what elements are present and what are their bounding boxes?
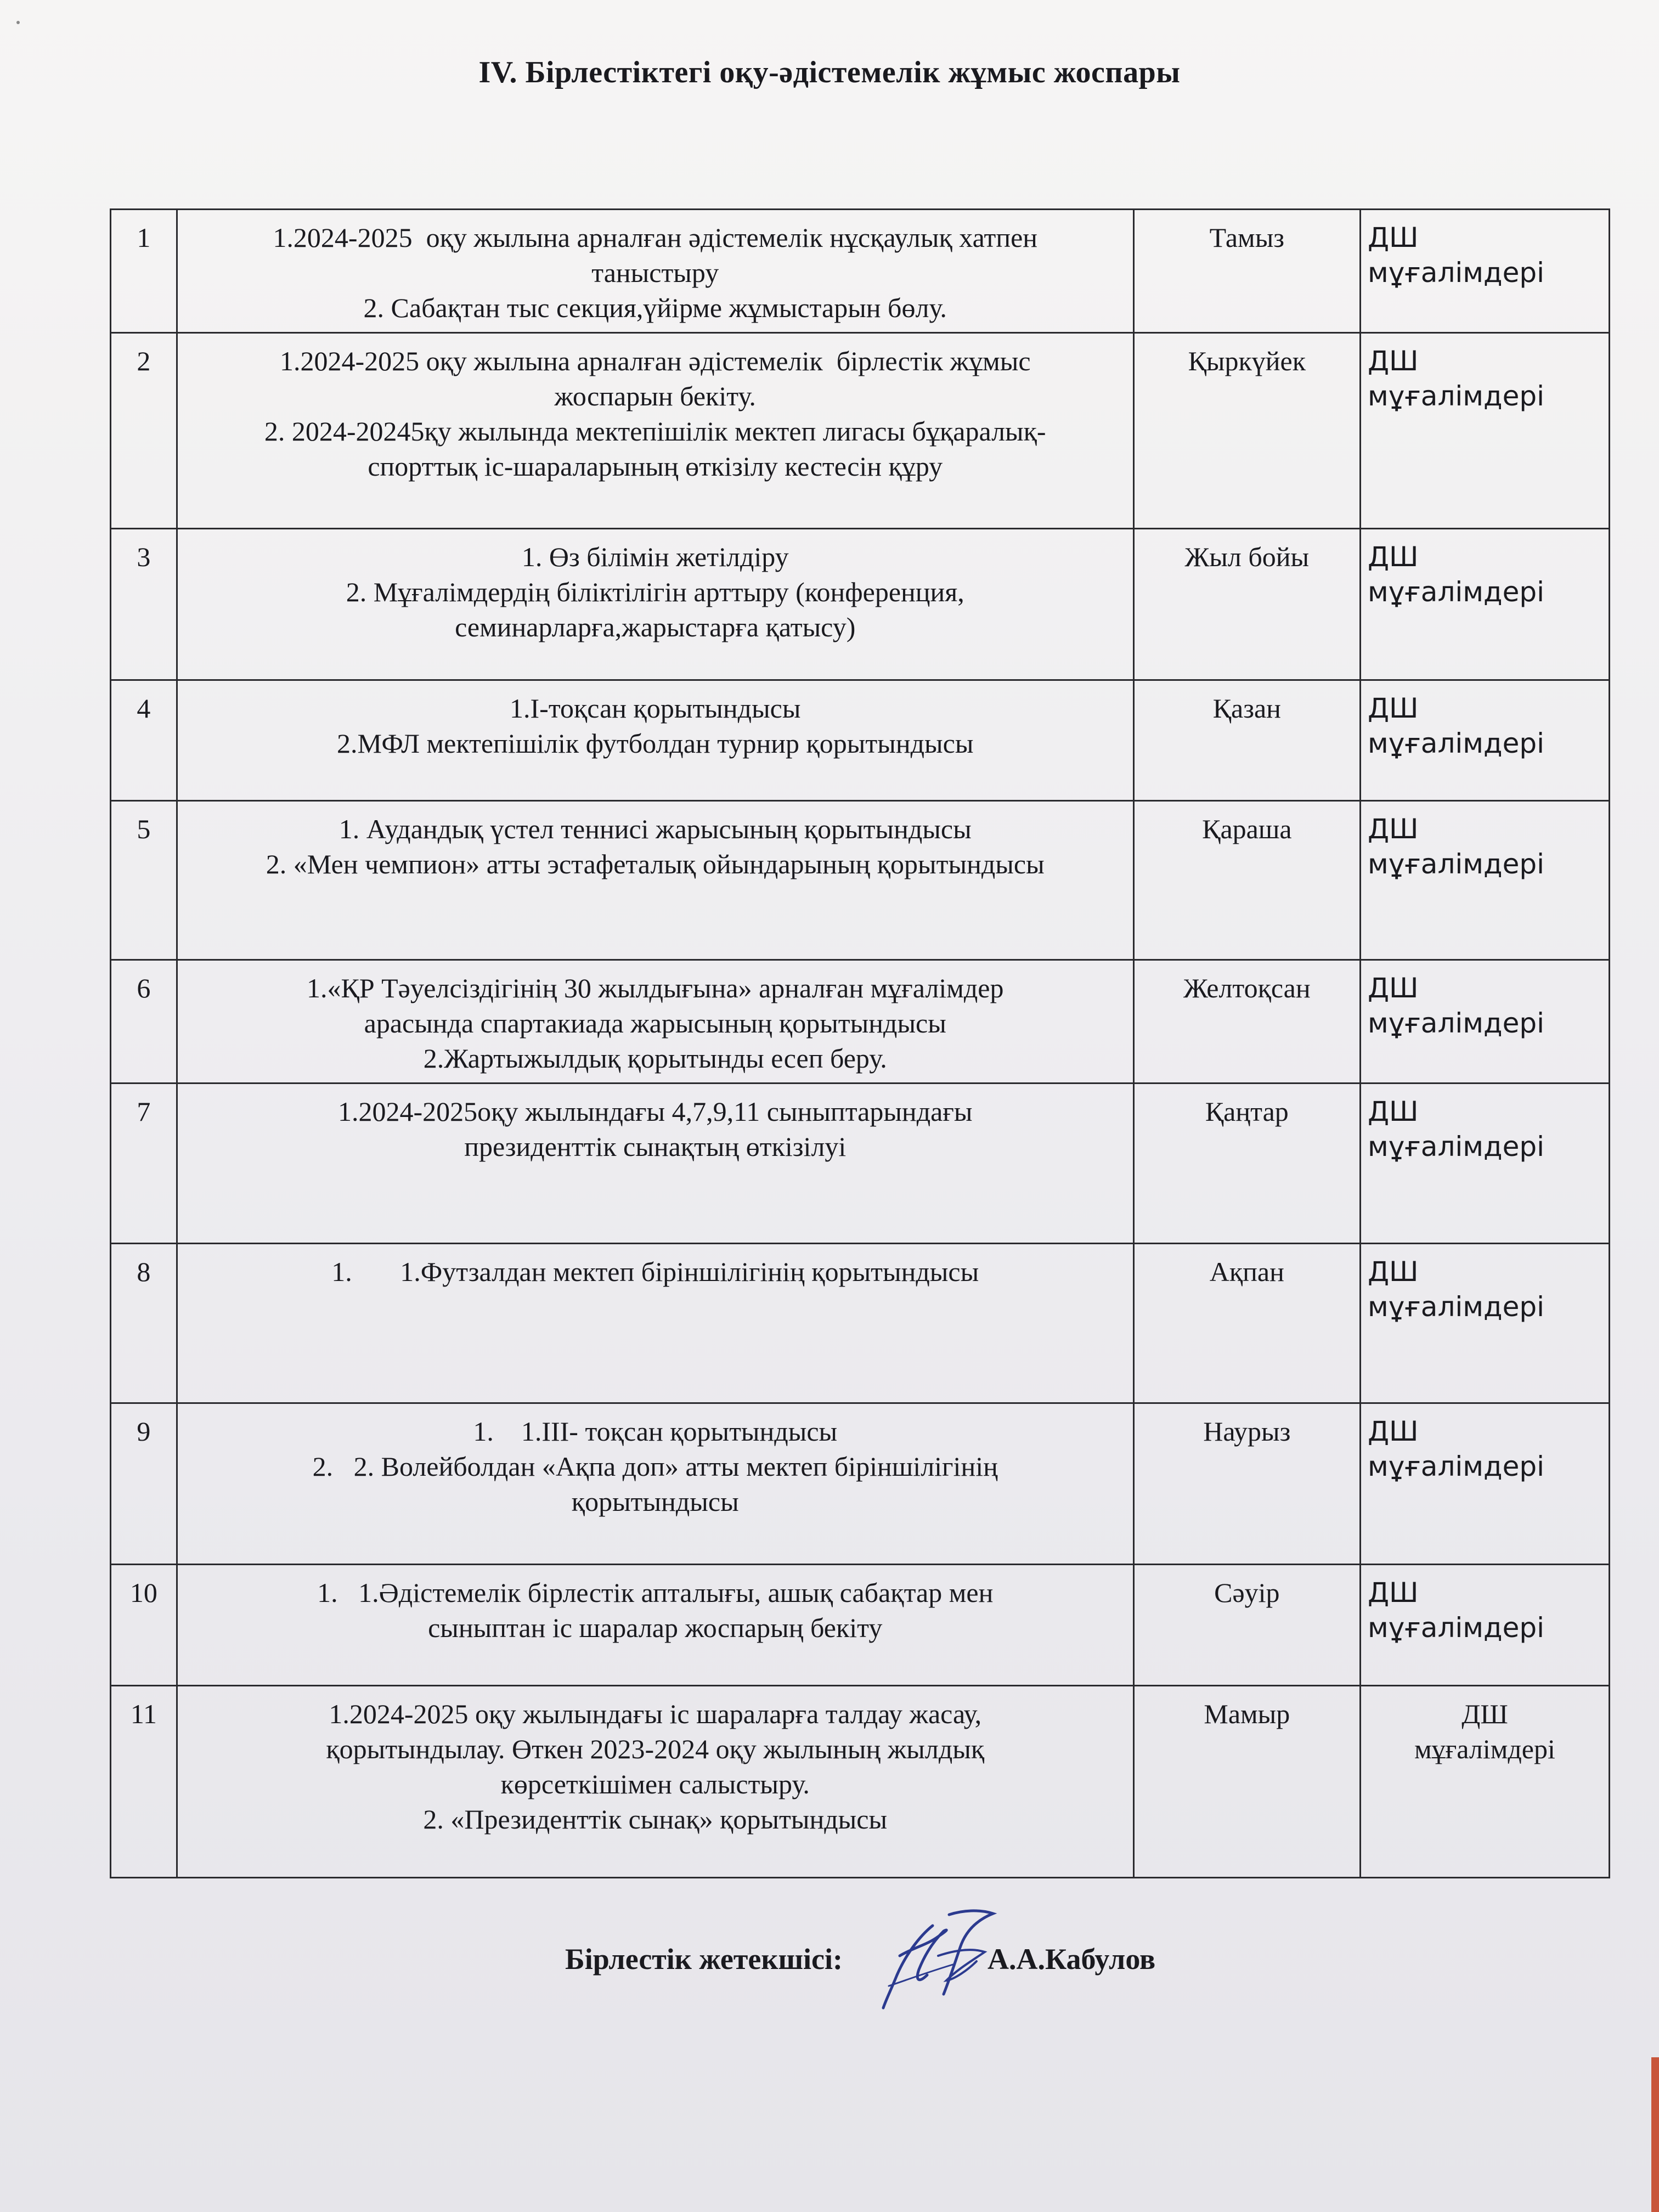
row-number: 11 [111, 1686, 177, 1878]
responsible-cell [1360, 529, 1609, 680]
table-row [111, 1084, 1610, 1244]
responsible-abbrev: ДШ [1367, 1415, 1419, 1447]
activity-cell [177, 1403, 1133, 1565]
responsible-cell [1360, 1084, 1609, 1244]
row-number: 6 [111, 960, 177, 1084]
activity-cell [177, 333, 1133, 529]
activity-line: 1.2024-2025 оқу жылындағы іс шараларға талдау жасау, [329, 1699, 982, 1729]
activity-line: 2. 2. Волейболдан «Ақпа доп» атты мектеп біріншілігінің [312, 1451, 998, 1482]
activity-line: 1.2024-2025 оқу жылына арналған әдістемелік бірлестік жұмыс [279, 346, 1031, 376]
responsible-role: мұғалімдері [1367, 1007, 1544, 1039]
activity-line: көрсеткішімен салыстыру. [500, 1769, 810, 1799]
activity-line: семинарларға,жарыстарға қатысу) [455, 612, 856, 642]
signer-name: А.А.Кабулов [988, 1943, 1156, 1976]
responsible-role: мұғалімдері [1367, 576, 1544, 608]
month-cell: Қыркүйек [1133, 333, 1360, 529]
responsible-abbrev: ДШ [1367, 1256, 1419, 1288]
activity-line: 1. 1.III- тоқсан қорытындысы [473, 1416, 838, 1447]
responsible-abbrev: ДШ [1367, 222, 1419, 253]
month-cell: Қараша [1133, 801, 1360, 960]
row-number: 9 [111, 1403, 177, 1565]
activity-cell [177, 210, 1133, 333]
responsible-role: мұғалімдері [1367, 848, 1544, 880]
table-row [111, 680, 1610, 801]
month-cell: Қазан [1133, 680, 1360, 801]
responsible-role: мұғалімдері [1414, 1734, 1555, 1764]
activity-line: сыныптан іс шаралар жоспарың бекіту [428, 1612, 883, 1643]
row-number: 2 [111, 333, 177, 529]
activity-line: 2. «Президенттік сынақ» қорытындысы [423, 1804, 888, 1835]
responsible-cell [1360, 1403, 1609, 1565]
responsible-abbrev: ДШ [1367, 541, 1419, 573]
activity-cell [177, 960, 1133, 1084]
responsible-abbrev: ДШ [1367, 1096, 1419, 1127]
responsible-cell [1360, 680, 1609, 801]
row-number: 7 [111, 1084, 177, 1244]
work-plan-table [110, 208, 1610, 1878]
activity-line: 1.2024-2025 оқу жылына арналған әдістемелік нұсқаулық хатпен [273, 222, 1038, 253]
activity-line: 2.МФЛ мектепішілік футболдан турнир қорытындысы [337, 728, 974, 759]
responsible-role: мұғалімдері [1367, 1451, 1544, 1482]
activity-line: 1.2024-2025оқу жылындағы 4,7,9,11 сыныптарындағы [338, 1096, 973, 1127]
responsible-role: мұғалімдері [1367, 727, 1544, 759]
responsible-abbrev: ДШ [1462, 1699, 1508, 1729]
responsible-cell [1360, 960, 1609, 1084]
work-plan-body [111, 210, 1610, 1878]
responsible-abbrev: ДШ [1367, 972, 1419, 1004]
table-row [111, 1565, 1610, 1686]
responsible-cell [1360, 210, 1609, 333]
activity-line: 1. Өз білімін жетілдіру [521, 541, 789, 572]
activity-cell [177, 529, 1133, 680]
responsible-abbrev: ДШ [1367, 345, 1419, 377]
activity-line: қорытындылау. Өткен 2023-2024 оқу жылының жылдық [326, 1734, 985, 1764]
month-cell: Қаңтар [1133, 1084, 1360, 1244]
activity-cell [177, 1084, 1133, 1244]
activity-line: арасында спартакиада жарысының қорытындысы [364, 1008, 946, 1039]
background-edge [1651, 2057, 1659, 2212]
responsible-role: мұғалімдері [1367, 257, 1544, 289]
activity-cell [177, 801, 1133, 960]
responsible-cell [1360, 1565, 1609, 1686]
responsible-abbrev: ДШ [1367, 692, 1419, 724]
responsible-role: мұғалімдері [1367, 1612, 1544, 1644]
month-cell: Желтоқсан [1133, 960, 1360, 1084]
month-cell: Наурыз [1133, 1403, 1360, 1565]
row-number: 5 [111, 801, 177, 960]
paper-speck [16, 21, 20, 24]
row-number: 8 [111, 1244, 177, 1403]
activity-line: президенттік сынақтың өткізілуі [464, 1131, 847, 1162]
activity-line: жоспарын бекіту. [554, 381, 756, 411]
responsible-cell [1360, 801, 1609, 960]
row-number: 1 [111, 210, 177, 333]
activity-cell [177, 1565, 1133, 1686]
table-row [111, 801, 1610, 960]
table-row [111, 529, 1610, 680]
month-cell: Мамыр [1133, 1686, 1360, 1878]
activity-line: 2.Жартыжылдық қорытынды есеп беру. [423, 1043, 887, 1074]
activity-line: 1. Аудандық үстел теннисі жарысының қорытындысы [338, 814, 972, 844]
responsible-cell [1360, 333, 1609, 529]
activity-line: 2. 2024-20245қу жылында мектепішілік мектеп лигасы бұқаралық- [264, 416, 1046, 447]
table-row [111, 333, 1610, 529]
signature-icon [867, 1904, 1004, 2019]
responsible-role: мұғалімдері [1367, 380, 1544, 412]
activity-cell [177, 680, 1133, 801]
row-number: 4 [111, 680, 177, 801]
activity-line: 1. 1.Футзалдан мектеп біріншілігінің қорытындысы [331, 1256, 979, 1287]
month-cell: Сәуір [1133, 1565, 1360, 1686]
activity-line: 1.I-тоқсан қорытындысы [510, 693, 801, 724]
page-title: IV. Бірлестіктегі оқу-әдістемелік жұмыс жоспары [478, 55, 1181, 89]
table-row [111, 1244, 1610, 1403]
table-row [111, 960, 1610, 1084]
activity-line: таныстыру [591, 257, 719, 288]
activity-line: спорттық іс-шараларының өткізілу кестесін құру [368, 451, 943, 482]
responsible-role: мұғалімдері [1367, 1291, 1544, 1323]
table-row [111, 1686, 1610, 1878]
activity-cell [177, 1244, 1133, 1403]
activity-line: қорытындысы [571, 1486, 739, 1517]
responsible-abbrev: ДШ [1367, 1577, 1419, 1609]
activity-line: 1.«ҚР Тәуелсіздігінің 30 жылдығына» арналған мұғалімдер [306, 973, 1004, 1003]
month-cell: Ақпан [1133, 1244, 1360, 1403]
row-number: 3 [111, 529, 177, 680]
responsible-abbrev: ДШ [1367, 813, 1419, 845]
month-cell: Тамыз [1133, 210, 1360, 333]
activity-line: 2. Сабақтан тыс секция,үйірме жұмыстарын бөлу. [363, 292, 947, 323]
responsible-cell [1360, 1244, 1609, 1403]
responsible-cell [1360, 1686, 1609, 1878]
row-number: 10 [111, 1565, 177, 1686]
activity-line: 2. Мұғалімдердің біліктілігін арттыру (конференция, [346, 577, 964, 607]
footer-label: Бірлестік жетекшісі: [565, 1943, 843, 1976]
activity-line: 2. «Мен чемпион» атты эстафеталық ойындарының қорытындысы [266, 849, 1045, 879]
responsible-role: мұғалімдері [1367, 1131, 1544, 1163]
table-row [111, 210, 1610, 333]
month-cell: Жыл бойы [1133, 529, 1360, 680]
table-row [111, 1403, 1610, 1565]
activity-cell [177, 1686, 1133, 1878]
activity-line: 1. 1.Әдістемелік бірлестік апталығы, ашық сабақтар мен [317, 1577, 994, 1608]
